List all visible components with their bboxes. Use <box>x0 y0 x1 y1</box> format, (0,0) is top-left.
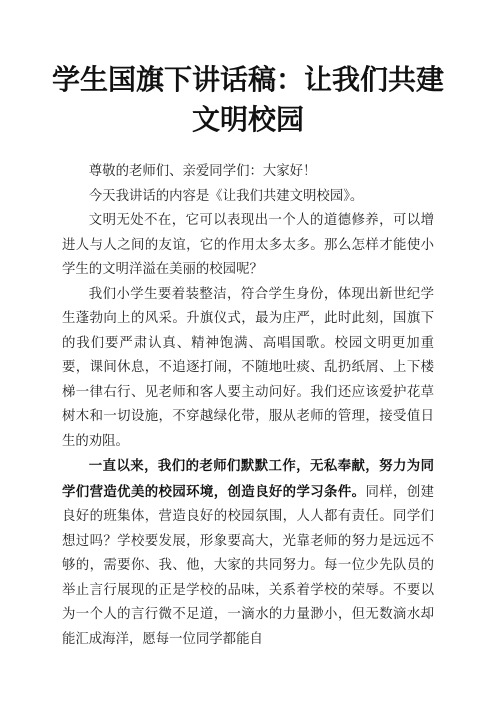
document-body <box>62 160 434 652</box>
paragraph-greeting: 尊敬的老师们、亲爱同学们：大家好！ <box>88 164 317 179</box>
paragraph-conduct: 我们小学生要着装整洁，符合学生身份，体现出新世纪学生蓬勃向上的风采。升旗仪式，最为庄严，此时此刻，国旗下的我们要严肃认真、精神饱满、高唱国歌。校园文明更加重要，课间休息，不追逐打闹，不随地吐痰、乱扔纸屑、上下楼梯一律右行、见老师和客人要主动问好。我们还应该爱护花草树木和一切设施，不穿越绿化带，服从老师的管理，接受值日生的劝阻。 <box>62 286 434 449</box>
paragraph-teachers-bold: 一直以来，我们的老师们默默工作，无私奉献，努力为同学们营造优美的校园环境，创造良好的学习条件。 <box>62 458 434 500</box>
paragraph-civility: 文明无处不在，它可以表现出一个人的道德修养，可以增进人与人之间的友谊，它的作用太多太多。那么怎样才能使小学生的文明洋溢在美丽的校园呢？ <box>62 213 434 277</box>
document-title: 学生国旗下讲话稿：让我们共建文明校园 <box>51 63 444 136</box>
paragraph-teachers-rest: 同样，创建良好的班集体，营造良好的校园氛围，人人都有责任。同学们想过吗？学校要发展，形象要高大，光靠老师的努力是远远不够的，需要你、我、他，大家的共同努力。每一位少先队员的举止言行展现的正是学校的品味，关系着学校的荣辱。不要以为一个人的言行微不足道，一滴水的力量渺小，但无数滴水却能汇成海洋，愿每一位同学都能自 <box>62 484 434 647</box>
paragraph-teachers <box>62 454 434 652</box>
paragraph-topic: 今天我讲话的内容是《让我们共建文明校园》。 <box>88 188 364 204</box>
